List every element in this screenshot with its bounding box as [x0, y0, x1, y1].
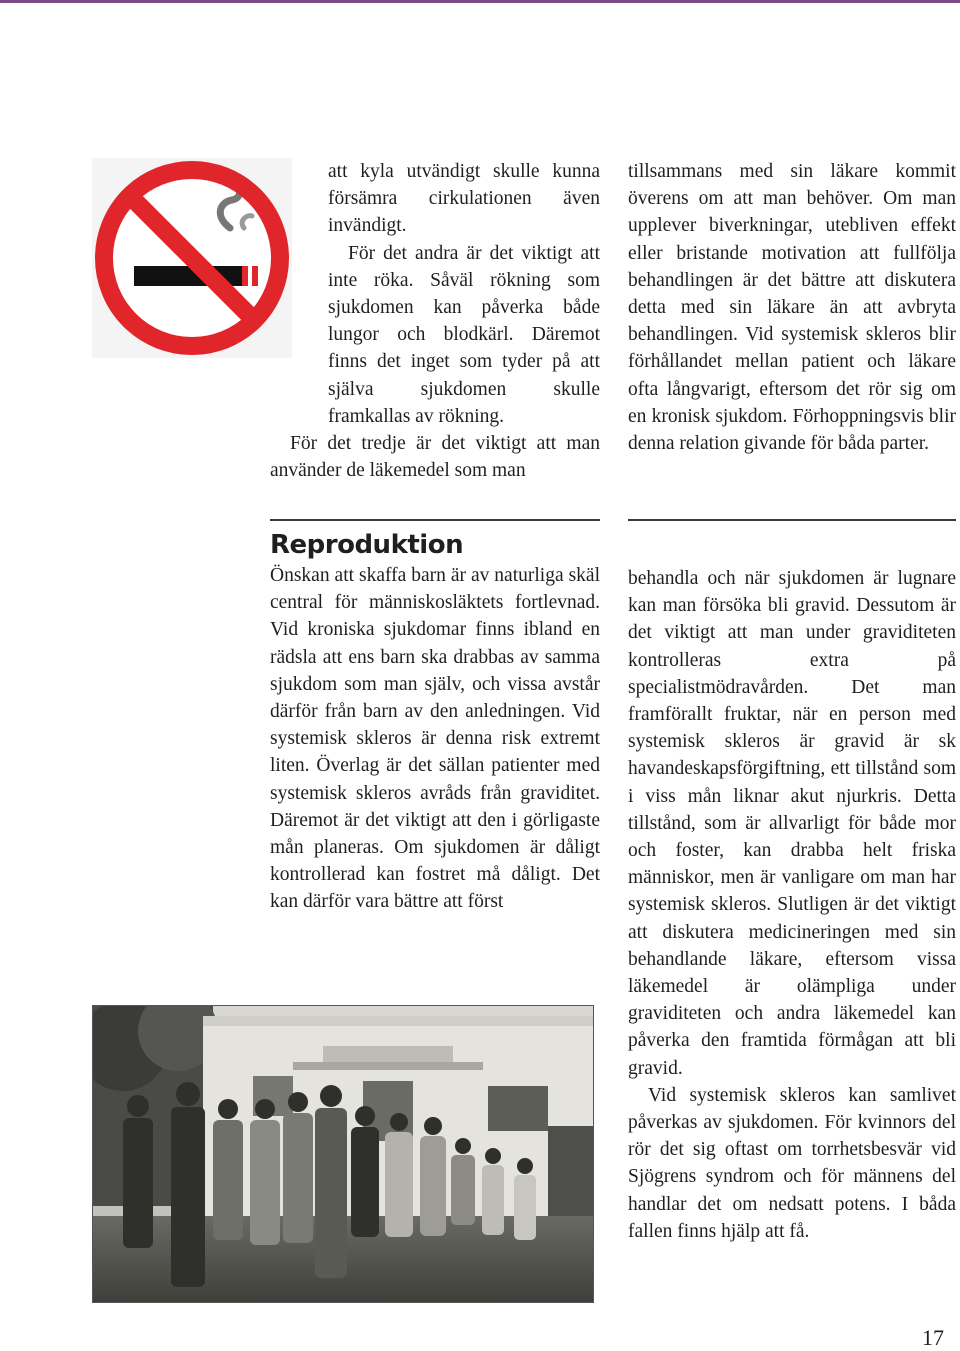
paragraph: För det tredje är det viktigt att man använder de läkemedel som man — [270, 433, 600, 482]
section-right-column — [628, 565, 956, 1245]
image-wrap-spacer — [270, 158, 328, 414]
section-heading: Reproduktion — [270, 530, 464, 560]
paragraph: tillsammans med sin läkare kommit överens om att man behöver. Om man upplever biverkningar, utebliven effekt eller bristande motivation att fullfölja behandlingen är det bättre att diskutera detta med sin läkare än att avbryta behandlingen. Vid systemisk skleros blir förhållandet mellan patient och läkare ofta långvarigt, eftersom det rör sig om en kronisk sjukdom. Förhoppningsvis blir denna relation givande för båda parter. — [628, 161, 956, 455]
top-accent-line — [0, 0, 960, 3]
page-number: 17 — [922, 1325, 944, 1350]
paragraph: Vid systemisk skleros kan samlivet påverkas av sjukdomen. För kvinnors del rör det sig oftast om torrhetsbesvär vid Sjögrens syndrom och för männens del handlar det om nedsatt potens. I båda fallen finns hjälp att få. — [628, 1084, 956, 1242]
section-divider-right — [628, 519, 956, 521]
paragraph: behandla och när sjukdomen är lugnare kan man försöka bli gravid. Dessutom är det viktigt att man under graviditeten kontrolleras extra på specialistmödravården. Det man framförallt fruktar, när en person med systemisk skleros är gravid är sk havandeskapsförgiftning, ett tillstånd som i viss mån liknar akut njurkris. Detta tillstånd, som är allvarligt för både mor och foster, kan drabba helt friska människor, men är vanligare om man har systemisk skleros. Slutligen är det viktigt att diskutera medicineringen med sin behandlande läkare, eftersom vissa läkemedel är olämpliga under graviditeten och andra läkemedel kan påverka den framtida förmågan att bli gravid. — [628, 568, 956, 1079]
top-left-column — [270, 158, 600, 484]
paragraph: att kyla utvändigt skulle kunna försämra cirkulationen även invändigt. — [328, 161, 600, 237]
paragraph: För det andra är det viktigt att inte röka. Såväl rökning som sjukdomen kan påverka både lungor och blodkärl. Däremot finns det inget som tyder på att själva sjukdomen skulle framkallas av rökning. — [328, 242, 600, 427]
section-left-column — [270, 530, 600, 916]
top-right-column — [628, 158, 956, 457]
no-smoking-icon — [92, 158, 292, 358]
paragraph: Önskan att skaffa barn är av naturliga skäl central för människosläktets fortlevnad. Vid kroniska sjukdomar finns ibland en rädsla att ens barn ska drabbas av samma sjukdom som man själv, och vissa avstår därför från barn av den anledningen. Vid systemisk skleros är denna risk extremt liten. Överlag är det sällan patienter med systemisk skleros avråds från graviditet. Däremot är det viktigt att den i görligaste mån planeras. Om sjukdomen är dåligt kontrollerad kan fostret må dåligt. Det kan därför vara bättre att först — [270, 565, 600, 913]
family-photo — [92, 1005, 594, 1303]
section-divider-left — [270, 519, 600, 521]
